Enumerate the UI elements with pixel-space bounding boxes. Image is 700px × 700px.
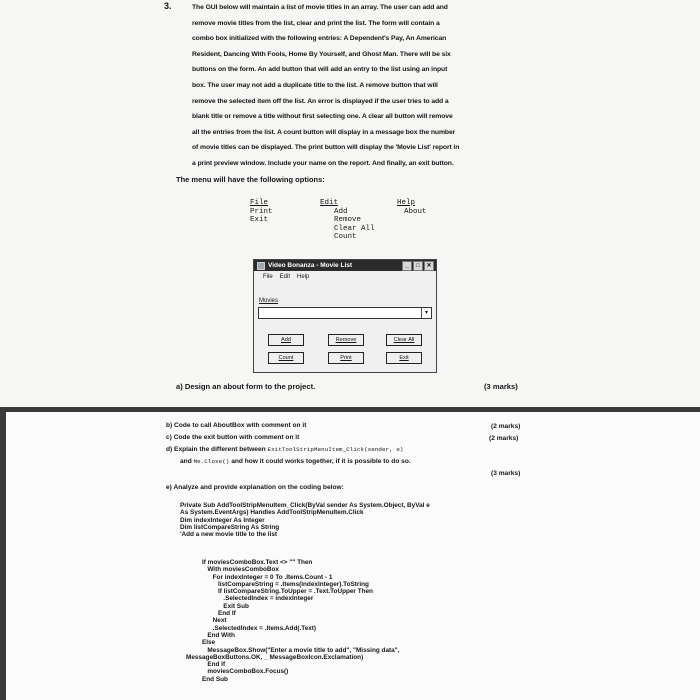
code-line: .SelectedIndex = indexInteger [202,595,314,603]
minimize-icon[interactable]: _ [402,261,412,271]
form-title: Video Bonanza - Movie List [268,262,353,269]
add-button[interactable]: Add [268,334,304,346]
paragraph-line: a print preview window. Include your name on the report. And finally, an exit button. [192,159,454,167]
code-line: Private Sub AddToolStripMenuItem_Click(ByVal sender As System.Object, ByVal e [180,502,430,509]
code-line: With moviesComboBox [202,566,279,574]
close-icon[interactable]: ✕ [424,261,434,271]
code-line: As System.EventArgs) Handles AddToolStripMenuItem.Click [180,509,364,517]
code-line: Exit Sub [202,602,249,610]
exit-button[interactable]: Exit [386,352,422,364]
question-a-marks: (3 marks) [484,382,518,391]
question-c-marks: (2 marks) [489,435,519,442]
paragraph-line: remove movie titles from the list, clear and print the list. The form will contain a [192,19,440,27]
code-block [186,559,400,683]
question-b: b) Code to call AboutBox with comment on it [166,422,307,429]
menu-edit-header: Edit [320,199,339,207]
question-a: a) Design an about form to the project. [176,382,316,391]
form-window [253,259,437,373]
question-d-and: and [180,458,194,465]
code-line: listCompareString = .Items(indexInteger).ToString [202,580,369,588]
menu-intro: The menu will have the following options: [176,175,325,184]
worksheet-page-2 [6,412,700,700]
menu-file-column [250,199,273,225]
movies-label: Movies [259,298,279,304]
paragraph-line: blank title or remove a title without first selecting one. A clear all button will remove [192,113,453,121]
menu-item-add: Add [334,207,348,216]
question-d-line-2 [180,458,411,465]
question-d-code-2: Me.Close() [193,458,230,465]
movies-combobox[interactable] [258,307,432,319]
paragraph-line: remove the selected item off the list. An error is displayed if the user tries to add a [192,97,449,105]
code-line: moviesComboBox.Focus() [202,668,289,676]
code-line: Dim listCompareString As String [180,523,280,531]
code-line: .SelectedIndex = .Items.Add(.Text) [202,624,317,632]
paragraph-line: Resident, Dancing With Fools, Home By Yourself, and Ghost Man. There will be six [192,50,451,58]
paragraph-line: of movie titles can be displayed. The print button will display the 'Movie List' report in [192,144,460,152]
code-line: If listCompareString.ToUpper = .Text.ToUpper Then [202,588,373,596]
menu-item-about: About [404,207,427,216]
question-b-marks: (2 marks) [491,423,521,430]
form-menubar [254,271,436,280]
question-e: e) Analyze and provide explanation on the coding below: [166,484,344,491]
paragraph-line: box. The user may not add a duplicate title to the list. A remove button that will [192,81,438,89]
paragraph-line: all the entries from the list. A count button will display in a message box the number [192,128,456,136]
question-d-code-1: ExitToolStripMenuItem_Click(sender, e) [267,446,404,453]
code-line: End If [202,610,236,618]
remove-button[interactable]: Remove [328,334,364,346]
menu-item-print: Print [250,207,273,216]
question-d-prefix: d) Explain the different between [166,446,268,453]
question-d-rest: and how it could works together, if it is possible to do so. [229,458,411,465]
code-line: End Sub [202,675,228,683]
code-header [180,502,430,538]
maximize-icon[interactable]: □ [413,261,423,271]
paragraph-line: buttons on the form. An add button that will add an entry to the list using an input [192,66,448,74]
count-button[interactable]: Count [268,352,304,364]
menu-help-header: Help [397,199,416,207]
code-line: 'Add a new movie title to the list [180,531,278,539]
app-icon [257,262,265,270]
clear-all-button[interactable]: Clear All [386,334,422,346]
code-line: If moviesComboBox.Text <> "" Then [202,559,313,566]
question-number: 3. [164,1,172,11]
menu-item-clear-all: Clear All [334,224,375,233]
code-line: End With [202,631,235,639]
code-line: Next [202,617,227,625]
code-line: Dim indexInteger As Integer [180,516,265,524]
menu-help-column [397,199,427,216]
form-menu-file[interactable]: File [263,274,273,280]
menu-item-count: Count [334,233,357,242]
form-titlebar [254,260,436,271]
menu-edit-column [320,199,375,242]
question-d-marks: (3 marks) [491,470,521,477]
form-menu-help[interactable]: Help [297,274,310,280]
question-c: c) Code the exit button with comment on it [166,434,300,441]
print-button[interactable]: Print [328,352,364,364]
chevron-down-icon[interactable]: ▾ [421,308,431,318]
question-paragraph [192,0,530,172]
code-line: Else [202,639,216,647]
code-line: End If [202,661,226,669]
code-line: For indexInteger = 0 To .Items.Count - 1 [202,573,333,581]
menu-item-remove: Remove [334,216,362,225]
menu-item-exit: Exit [250,216,269,225]
paragraph-line: combo box initialized with the following entries: A Dependent's Pay, An American [192,35,447,43]
code-line: MessageBoxButtons.OK, _ MessageBoxIcon.Exclamation) [186,653,364,661]
paragraph-line: The GUI below will maintain a list of movie titles in an array. The user can add and [192,4,448,11]
menu-file-header: File [250,199,269,207]
question-d [166,446,403,453]
form-menu-edit[interactable]: Edit [279,274,291,280]
code-line: MessageBox.Show("Enter a movie title to add", "Missing data", [202,646,400,654]
